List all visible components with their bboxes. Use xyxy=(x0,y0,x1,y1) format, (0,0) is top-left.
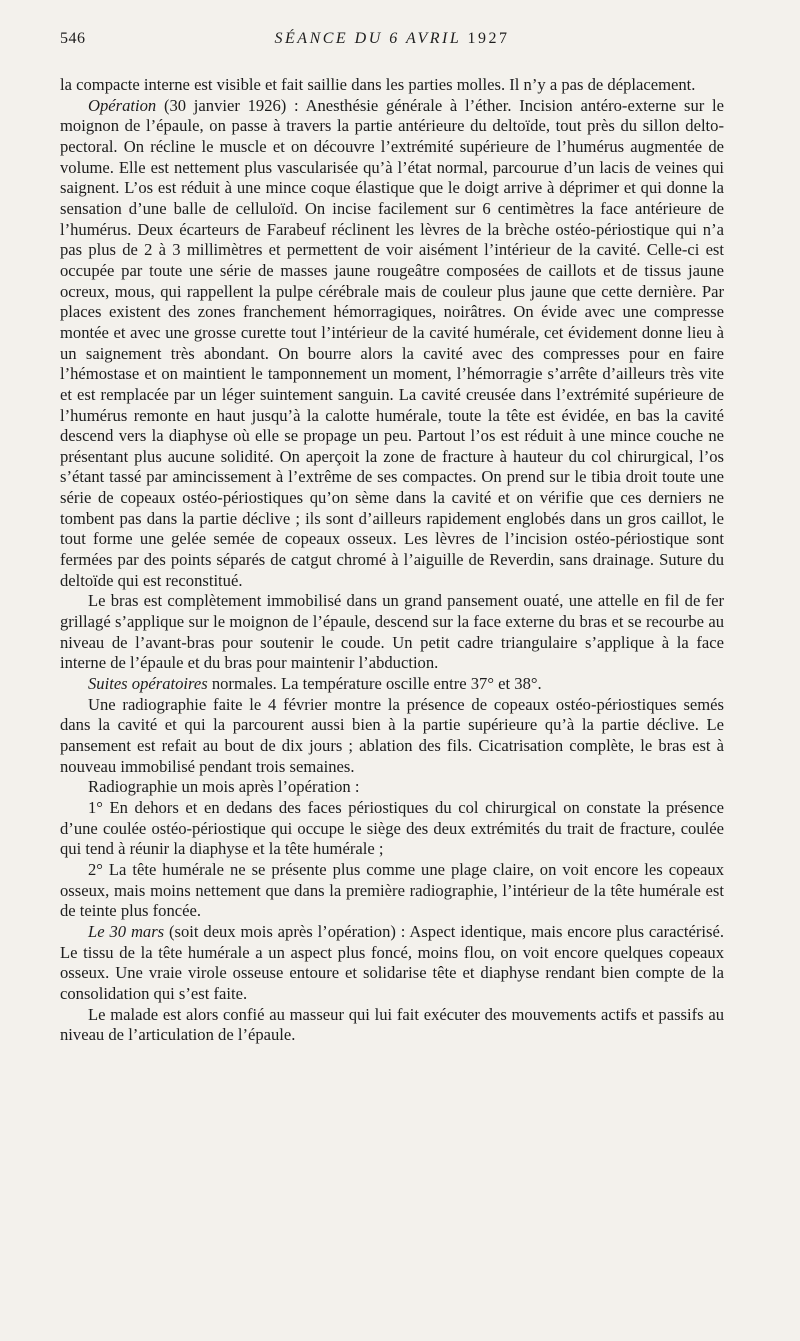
running-head xyxy=(60,30,724,48)
paragraph-item-2 xyxy=(60,860,724,922)
paragraph-lead: Suites opératoires xyxy=(88,674,208,694)
paragraph-text: (30 janvier 1926) : Anesthésie générale à l’éther. Incision antéro-externe sur le moignon de l’épaule, on passe à travers la partie antérieure du deltoïde, tout près du sillon delto-pectoral. On récline le muscle et on découvre l’extrémité supérieure de l’humérus augmentée de volume. Elle est nettement plus vascularisée qu’à l’état normal, parcourue d’un lacis de veines qui saignent. L’os est réduit à une mince coque élastique que le doigt arrive à déprimer et qui donne la sensation d’une balle de celluloïd. On incise facilement sur 6 centimètres la face antérieure de l’humérus. Deux écarteurs de Farabeuf réclinent les lèvres de la brèche ostéo-périostique qui n’a pas plus de 2 à 3 millimètres et permettent de voir aisément l’intérieur de la cavité. Celle-ci est occupée par toute une série de masses jaune rougeâtre composées de caillots et de tissus jaune ocreux, mous, qui rappellent la pulpe cérébrale mais de couleur plus jaune que cette dernière. Par places existent des zones franchement hémorragiques, noirâtres. On évide avec une compresse montée et avec une grosse curette tout l’intérieur de la cavité humérale, cet évidement donne lieu à un saignement très abondant. On bourre alors la cavité avec des compresses pour en faire l’hémostase et on maintient le tamponnement un moment, l’hémorragie s’arrête d’ailleurs très vite et est remplacée par un léger suintement sanguin. La cavité creusée dans l’extrémité supérieure de l’humérus remonte en haut jusqu’à la calotte humérale, toute la tête est évidée, en bas la cavité descend vers la diaphyse où elle se propage un peu. Partout l’os est réduit à une mince couche ne présentant plus aucune solidité. On aperçoit la zone de fracture à hauteur du col chirurgical, l’os s’étant tassé par amincissement à l’extrême de ses compactes. On prend sur le tibia droit toute une série de copeaux ostéo-périostiques qu’on sème dans la cavité et on vérifie que ces derniers ne tombent pas dans la partie déclive ; ils sont d’ailleurs rapidement englobés dans un gros caillot, le tout forme une gelée semée de copeaux osseux. Les lèvres de l’incision ostéo-périostique sont fermées par des points séparés de catgut chromé à l’aiguille de Reverdin, sans drainage. Suture du deltoïde qui est reconstitué. xyxy=(60,95,724,590)
page-header xyxy=(60,30,724,54)
paragraph-immobilisation xyxy=(60,591,724,674)
paragraph-text: 2° La tête humérale ne se présente plus comme une plage claire, on voit encore les copeaux osseux, mais moins nettement que dans la première radiographie, l’intérieur de la tête humérale est de teinte plus foncée. xyxy=(60,859,724,921)
paragraph-radiographie-fevrier xyxy=(60,695,724,778)
running-head-title: SÉANCE DU 6 AVRIL xyxy=(274,30,461,47)
paragraph-text: Le malade est alors confié au masseur qui lui fait exécuter des mouvements actifs et passifs au niveau de l’articulation de l’épaule. xyxy=(60,1004,724,1045)
article-body xyxy=(60,75,724,1046)
paragraph-continuation xyxy=(60,75,724,96)
paragraph-operation xyxy=(60,96,724,592)
paragraph-item-1 xyxy=(60,798,724,860)
paragraph-lead: Le 30 mars xyxy=(88,921,165,941)
paragraph-text: normales. La température oscille entre 37° et 38°. xyxy=(207,674,542,694)
paragraph-text: Radiographie un mois après l’opération : xyxy=(88,777,360,797)
paragraph-masseur xyxy=(60,1005,724,1046)
page-number: 546 xyxy=(60,30,86,47)
paragraph-text: 1° En dehors et en dedans des faces périostiques du col chirurgical on constate la présence d’une coulée ostéo-périostique qui occupe le siège des deux extrémités du trait de fracture, coulée qui tend à réunir la diaphyse et la tête humérale ; xyxy=(60,797,724,859)
paragraph-lead: Opération xyxy=(88,95,157,115)
paragraph-text: Le bras est complètement immobilisé dans un grand pansement ouaté, une attelle en fil de fer grillagé s’applique sur le moignon de l’épaule, descend sur la face externe du bras et se recourbe au niveau de l’avant-bras pour soutenir le coude. Un petit cadre triangulaire s’applique à la face interne de l’épaule et du bras pour maintenir l’abduction. xyxy=(60,591,724,673)
paragraph-text: (soit deux mois après l’opération) : Aspect identique, mais encore plus caractérisé. Le tissu de la tête humérale a un aspect plus foncé, moins flou, on voit encore quelques copeaux osseux. Une vraie virole osseuse entoure et solidarise tête et diaphyse rendant bien compte de la consolidation qui s’est faite. xyxy=(60,921,724,1003)
paragraph-text: Une radiographie faite le 4 février montre la présence de copeaux ostéo-périostiques semés dans la cavité et qui la parcourent aussi bien à la partie supérieure qu’à la partie déclive. Le pansement est refait au bout de dix jours ; ablation des fils. Cicatrisation complète, le bras est à nouveau immobilisé pendant trois semaines. xyxy=(60,694,724,776)
paragraph-suites xyxy=(60,674,724,695)
paragraph-radiographie-un-mois xyxy=(60,777,724,798)
running-head-year: 1927 xyxy=(467,30,510,47)
paragraph-text: la compacte interne est visible et fait saillie dans les parties molles. Il n’y a pas de déplacement. xyxy=(60,75,696,94)
paragraph-30-mars xyxy=(60,922,724,1005)
